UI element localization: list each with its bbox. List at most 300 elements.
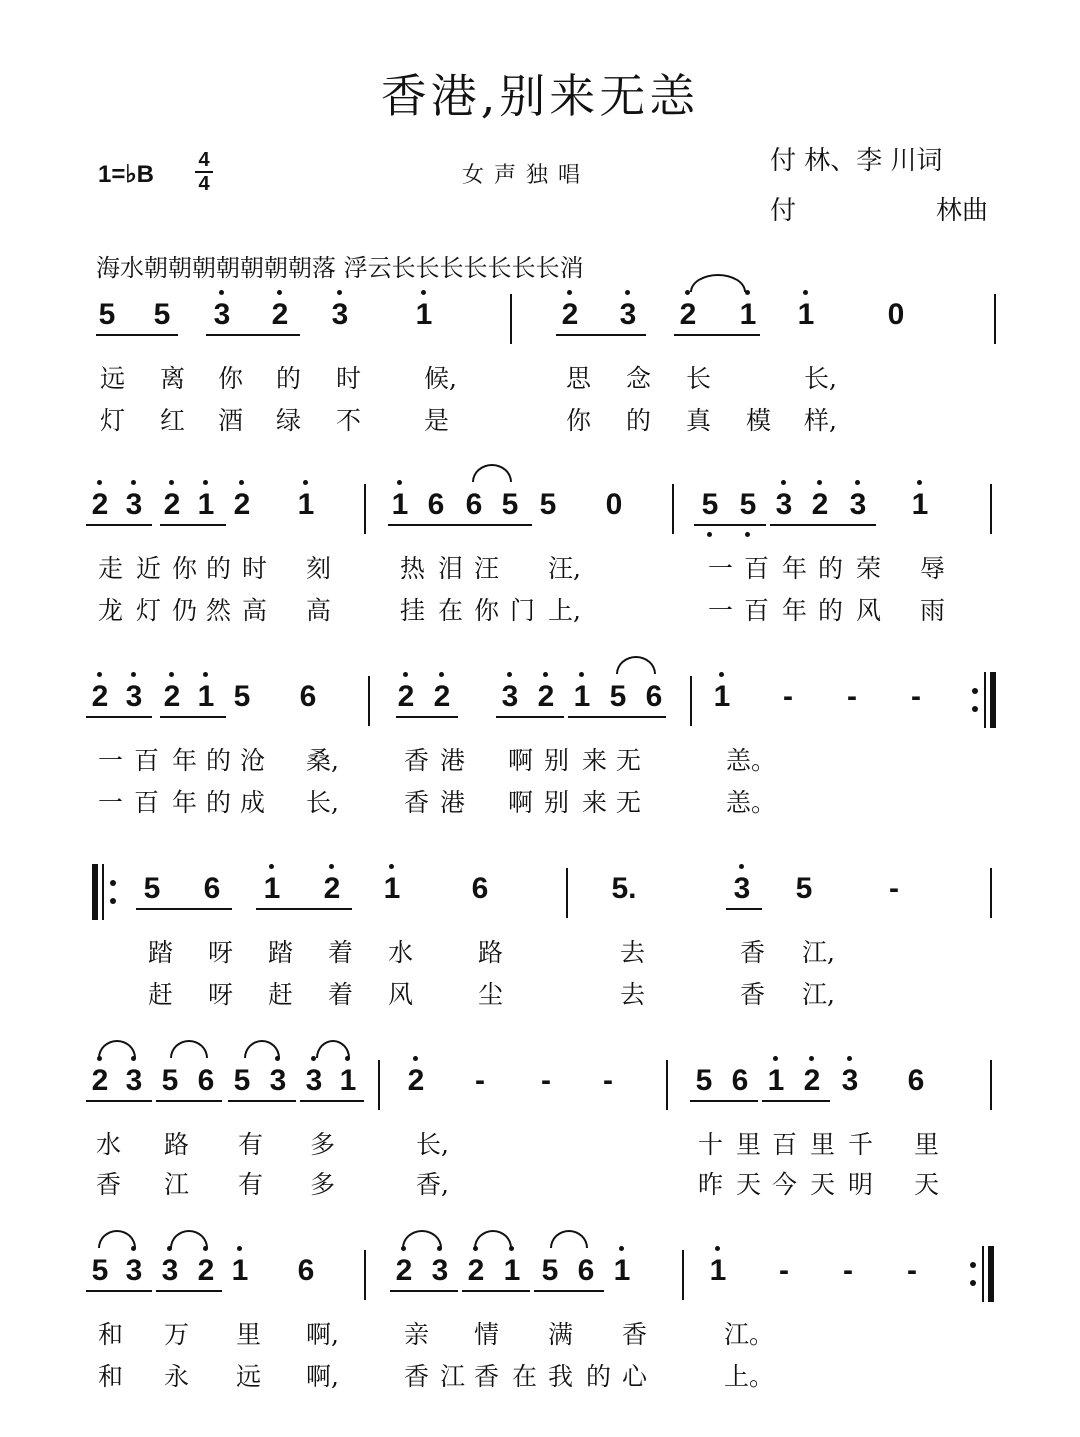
lyric-syllable: 赶	[268, 980, 294, 1009]
note: 1	[383, 872, 401, 905]
octave-dot-high	[421, 290, 426, 295]
lyric-syllable: 十	[698, 1130, 724, 1159]
lyric-syllable: 热	[400, 554, 426, 583]
barline	[566, 868, 568, 918]
slur	[474, 1230, 512, 1248]
lyric-syllable: 在	[512, 1362, 538, 1391]
lyric-syllable: 着	[328, 980, 354, 1009]
key-signature: 1=♭B	[98, 161, 155, 188]
eighth-note-underline	[160, 524, 226, 526]
time-signature	[192, 150, 216, 194]
rest: 0	[887, 298, 905, 331]
lyric-syllable: 有	[238, 1170, 264, 1199]
note: 3	[849, 488, 867, 521]
eighth-note-underline	[86, 524, 152, 526]
lyric-syllable: 念	[626, 364, 652, 393]
note: 1	[767, 1064, 785, 1097]
lyric-syllable: 灯	[136, 596, 162, 625]
lyric-syllable: 仍	[172, 596, 198, 625]
note: 3	[305, 1064, 323, 1097]
lyric-syllable: 年	[172, 746, 198, 775]
lyric-syllable: 香	[404, 1362, 430, 1391]
lyric-syllable: 一	[98, 788, 124, 817]
lyric-syllable: 的	[206, 746, 232, 775]
lyric-syllable: 上,	[548, 596, 581, 625]
octave-dot-high	[389, 864, 394, 869]
note: 1	[297, 488, 315, 521]
lyric-syllable: 江。	[724, 1320, 775, 1349]
note: 6	[645, 680, 663, 713]
octave-dot-high	[847, 1056, 852, 1061]
octave-dot-low	[745, 532, 750, 537]
barline	[990, 484, 992, 534]
eighth-note-underline	[770, 524, 876, 526]
lyric-syllable: 的	[818, 596, 844, 625]
lyric-syllable: 有	[238, 1130, 264, 1159]
slur	[472, 464, 512, 482]
lyric-syllable: 江,	[802, 938, 835, 967]
lyric-syllable: 香,	[416, 1170, 449, 1199]
slur	[690, 274, 746, 292]
eighth-note-underline	[534, 1290, 604, 1292]
time-signature-bottom: 4	[198, 173, 210, 195]
lyric-syllable: 呀	[208, 980, 234, 1009]
eighth-note-underline	[96, 334, 178, 336]
lyric-syllable: 港	[440, 746, 466, 775]
eighth-note-underline	[726, 908, 762, 910]
note: 2	[271, 298, 289, 331]
lyric-syllable: 一	[708, 596, 734, 625]
octave-dot-high	[439, 672, 444, 677]
composer-suffix: 林曲	[935, 196, 988, 226]
lyric-syllable: 今	[772, 1170, 798, 1199]
song-title: 香港,别来无恙	[380, 69, 700, 123]
lyric-syllable: 赶	[148, 980, 174, 1009]
lyric-syllable: 香	[740, 938, 766, 967]
note: 1	[231, 1254, 249, 1287]
note: 1	[713, 680, 731, 713]
note: 1	[197, 488, 215, 521]
barline	[990, 1060, 992, 1110]
octave-dot-high	[413, 1056, 418, 1061]
octave-dot-high	[773, 1056, 778, 1061]
lyric-syllable: 百	[134, 788, 160, 817]
lyric-syllable: 走	[98, 554, 124, 583]
eighth-note-underline	[690, 1100, 758, 1102]
lyric-syllable: 的	[586, 1362, 612, 1391]
eighth-note-underline	[606, 716, 666, 718]
lyric-syllable: 长	[686, 364, 712, 393]
lyric-syllable: 你	[566, 406, 592, 435]
lyric-syllable: 样,	[804, 406, 837, 435]
barline	[990, 868, 992, 918]
lyric-syllable: 万	[164, 1320, 190, 1349]
lyric-syllable: 里	[236, 1320, 262, 1349]
note: 6	[427, 488, 445, 521]
dash-extension: -	[541, 1064, 551, 1097]
repeat-thick-barline	[92, 864, 98, 920]
barline	[690, 676, 692, 726]
lyric-syllable: 雨	[920, 596, 946, 625]
lyric-syllable: 荣	[856, 554, 882, 583]
eighth-note-underline	[674, 334, 760, 336]
octave-dot-high	[269, 864, 274, 869]
lyric-syllable: 思	[566, 364, 592, 393]
lyric-syllable: 香	[404, 746, 430, 775]
eighth-note-underline	[156, 1290, 222, 1292]
note: 3	[733, 872, 751, 905]
slur	[550, 1230, 588, 1248]
note: 3	[125, 680, 143, 713]
repeat-dot	[972, 688, 978, 694]
note: 5	[153, 298, 171, 331]
barline	[682, 1250, 684, 1300]
note: 6	[731, 1064, 749, 1097]
octave-dot-high	[579, 672, 584, 677]
lyric-syllable: 候,	[424, 364, 457, 393]
lyric-syllable: 尘	[478, 980, 504, 1009]
note: 5	[161, 1064, 179, 1097]
repeat-dot	[110, 880, 116, 886]
lyric-syllable: 时	[336, 364, 362, 393]
note: 5	[233, 1064, 251, 1097]
slur	[402, 1230, 442, 1248]
note: 1	[263, 872, 281, 905]
lyric-syllable: 里	[914, 1130, 940, 1159]
eighth-note-underline	[390, 1290, 458, 1292]
note: 5	[609, 680, 627, 713]
octave-dot-high	[337, 290, 342, 295]
repeat-dot	[970, 1280, 976, 1286]
barline	[672, 484, 674, 534]
note: 2	[811, 488, 829, 521]
barline	[364, 1250, 366, 1300]
lyric-syllable: 门	[510, 596, 536, 625]
octave-dot-high	[239, 480, 244, 485]
lyric-syllable: 辱	[920, 554, 946, 583]
lyric-syllable: 风	[856, 596, 882, 625]
eighth-note-underline	[256, 908, 352, 910]
lyric-syllable: 我	[548, 1362, 574, 1391]
octave-dot-high	[809, 1056, 814, 1061]
octave-dot-high	[507, 672, 512, 677]
note: 1	[613, 1254, 631, 1287]
lyric-syllable: 啊,	[306, 1362, 339, 1391]
lyric-syllable: 永	[164, 1362, 190, 1391]
lyric-syllable: 香	[474, 1362, 500, 1391]
lyric-syllable: 绿	[276, 406, 302, 435]
octave-dot-high	[715, 1246, 720, 1251]
lyric-syllable: 来	[582, 788, 608, 817]
dash-extension: -	[843, 1254, 853, 1287]
lyric-syllable: 千	[848, 1130, 874, 1159]
lyric-syllable: 亲	[404, 1320, 430, 1349]
lyric-syllable: 香	[96, 1170, 122, 1199]
repeat-thin-barline	[102, 864, 104, 920]
note: 5	[739, 488, 757, 521]
note: 1	[709, 1254, 727, 1287]
lyric-syllable: 离	[160, 364, 186, 393]
slur	[170, 1230, 208, 1248]
lyric-syllable: 天	[736, 1170, 762, 1199]
lyric-syllable: 踏	[268, 938, 294, 967]
lyric-syllable: 的	[626, 406, 652, 435]
lyric-syllable: 香	[740, 980, 766, 1009]
repeat-dot	[970, 1262, 976, 1268]
note: 2	[679, 298, 697, 331]
lyric-syllable: 江	[164, 1170, 190, 1199]
note: 1	[739, 298, 757, 331]
lyric-syllable: 恙。	[726, 788, 777, 817]
lyric-syllable: 高	[306, 596, 332, 625]
lyric-syllable: 年	[782, 554, 808, 583]
octave-dot-high	[397, 480, 402, 485]
dash-extension: -	[603, 1064, 613, 1097]
octave-dot-high	[219, 290, 224, 295]
octave-dot-high	[625, 290, 630, 295]
lyric-syllable: 百	[744, 554, 770, 583]
lyric-syllable: 百	[744, 596, 770, 625]
lyric-syllable: 踏	[148, 938, 174, 967]
lyric-syllable: 江,	[802, 980, 835, 1009]
note: 3	[125, 488, 143, 521]
repeat-thin-barline	[982, 1246, 984, 1302]
note: 3	[125, 1254, 143, 1287]
lyric-syllable: 昨	[698, 1170, 724, 1199]
note: 2	[233, 488, 251, 521]
lyric-syllable: 啊	[508, 746, 534, 775]
note: 2	[197, 1254, 215, 1287]
lyric-syllable: 桑,	[306, 746, 339, 775]
lyric-syllable: 灯	[100, 406, 126, 435]
note: 5	[541, 1254, 559, 1287]
lyric-syllable: 无	[616, 788, 642, 817]
eighth-note-underline	[496, 716, 564, 718]
note: 2	[537, 680, 555, 713]
note: 6	[203, 872, 221, 905]
octave-dot-high	[97, 672, 102, 677]
lyric-syllable: 是	[424, 406, 450, 435]
octave-dot-high	[203, 480, 208, 485]
lyric-syllable: 恙。	[726, 746, 777, 775]
slur	[616, 656, 656, 674]
note: 3	[213, 298, 231, 331]
octave-dot-high	[329, 864, 334, 869]
eighth-note-underline	[228, 1100, 296, 1102]
intro-lyric: 海水朝朝朝朝朝朝朝落 浮云长长长长长长长消	[96, 254, 584, 282]
lyric-syllable: 港	[440, 788, 466, 817]
octave-dot-high	[131, 672, 136, 677]
note: 2	[91, 1064, 109, 1097]
eighth-note-underline	[206, 334, 300, 336]
lyric-syllable: 来	[582, 746, 608, 775]
lyric-syllable: 泪	[438, 554, 464, 583]
lyric-syllable: 满	[548, 1320, 574, 1349]
lyric-syllable: 水	[96, 1130, 122, 1159]
lyric-syllable: 情	[474, 1320, 500, 1349]
note: 3	[619, 298, 637, 331]
note: 3	[775, 488, 793, 521]
performance-note: 女声独唱	[462, 163, 591, 188]
octave-dot-high	[97, 480, 102, 485]
lyric-syllable: 一	[708, 554, 734, 583]
lyric-syllable: 长,	[416, 1130, 449, 1159]
barline	[364, 484, 366, 534]
eighth-note-underline	[86, 1100, 152, 1102]
note: 1	[415, 298, 433, 331]
note: 2	[163, 488, 181, 521]
eighth-note-underline	[86, 716, 152, 718]
octave-dot-high	[781, 480, 786, 485]
lyric-syllable: 里	[736, 1130, 762, 1159]
lyric-syllable: 一	[98, 746, 124, 775]
lyric-syllable: 水	[388, 938, 414, 967]
note: 3	[841, 1064, 859, 1097]
lyric-syllable: 红	[160, 406, 186, 435]
octave-dot-high	[169, 672, 174, 677]
octave-dot-high	[403, 672, 408, 677]
lyric-syllable: 别	[544, 788, 570, 817]
octave-dot-high	[567, 290, 572, 295]
octave-dot-high	[277, 290, 282, 295]
note: 3	[431, 1254, 449, 1287]
lyric-syllable: 的	[206, 788, 232, 817]
lyric-syllable: 香	[404, 788, 430, 817]
note: 2	[91, 488, 109, 521]
note: 5.	[611, 872, 637, 905]
lyric-syllable: 沧	[240, 746, 266, 775]
note: 2	[803, 1064, 821, 1097]
octave-dot-high	[543, 672, 548, 677]
lyric-syllable: 百	[134, 746, 160, 775]
lyric-syllable: 呀	[208, 938, 234, 967]
octave-dot-high	[719, 672, 724, 677]
barline	[666, 1060, 668, 1110]
repeat-thin-barline	[984, 672, 986, 728]
note: 5	[795, 872, 813, 905]
note: 6	[577, 1254, 595, 1287]
lyric-syllable: 模	[746, 406, 772, 435]
lyric-syllable: 上。	[724, 1362, 775, 1391]
dash-extension: -	[783, 680, 793, 713]
lyric-syllable: 的	[206, 554, 232, 583]
repeat-dot	[110, 898, 116, 904]
lyric-syllable: 的	[818, 554, 844, 583]
barline	[994, 294, 996, 344]
repeat-dot	[972, 706, 978, 712]
note: 1	[573, 680, 591, 713]
eighth-note-underline	[396, 716, 458, 718]
note: 2	[407, 1064, 425, 1097]
lyric-syllable: 风	[388, 980, 414, 1009]
lyric-syllable: 时	[242, 554, 268, 583]
lyric-syllable: 年	[172, 788, 198, 817]
note: 2	[323, 872, 341, 905]
note: 6	[907, 1064, 925, 1097]
lyric-syllable: 你	[218, 364, 244, 393]
eighth-note-underline	[388, 524, 532, 526]
note: 1	[797, 298, 815, 331]
barline	[368, 676, 370, 726]
dash-extension: -	[907, 1254, 917, 1287]
note: 3	[501, 680, 519, 713]
lyric-syllable: 你	[474, 596, 500, 625]
lyric-syllable: 路	[164, 1130, 190, 1159]
lyric-syllable: 无	[616, 746, 642, 775]
note: 2	[467, 1254, 485, 1287]
lyric-syllable: 别	[544, 746, 570, 775]
slur	[98, 1230, 136, 1248]
note: 5	[143, 872, 161, 905]
note: 3	[331, 298, 349, 331]
lyric-syllable: 汪,	[548, 554, 581, 583]
note: 2	[433, 680, 451, 713]
lyric-syllable: 高	[242, 596, 268, 625]
lyric-syllable: 心	[622, 1362, 648, 1391]
note: 5	[695, 1064, 713, 1097]
note: 1	[339, 1064, 357, 1097]
lyric-syllable: 多	[310, 1130, 336, 1159]
octave-dot-high	[817, 480, 822, 485]
note: 1	[391, 488, 409, 521]
slur	[244, 1040, 280, 1058]
time-signature-top: 4	[198, 149, 210, 171]
lyric-syllable: 长,	[306, 788, 339, 817]
dash-extension: -	[889, 872, 899, 905]
lyric-syllable: 不	[336, 406, 362, 435]
note: 6	[297, 1254, 315, 1287]
eighth-note-underline	[300, 1100, 364, 1102]
eighth-note-underline	[462, 1290, 530, 1292]
note: 1	[503, 1254, 521, 1287]
lyric-syllable: 挂	[400, 596, 426, 625]
octave-dot-high	[237, 1246, 242, 1251]
note: 6	[471, 872, 489, 905]
slur	[170, 1040, 208, 1058]
dash-extension: -	[475, 1064, 485, 1097]
octave-dot-high	[803, 290, 808, 295]
lyric-syllable: 酒	[218, 406, 244, 435]
dash-extension: -	[779, 1254, 789, 1287]
octave-dot-high	[131, 480, 136, 485]
note: 5	[98, 298, 116, 331]
lyric-syllable: 啊,	[306, 1320, 339, 1349]
octave-dot-high	[303, 480, 308, 485]
note: 6	[465, 488, 483, 521]
lyric-syllable: 啊	[508, 788, 534, 817]
lyric-syllable: 天	[914, 1170, 940, 1199]
dash-extension: -	[847, 680, 857, 713]
octave-dot-high	[917, 480, 922, 485]
dash-extension: -	[911, 680, 921, 713]
eighth-note-underline	[136, 908, 232, 910]
eighth-note-underline	[86, 1290, 152, 1292]
note: 5	[539, 488, 557, 521]
note: 2	[91, 680, 109, 713]
composer-name: 付	[770, 196, 797, 226]
lyric-syllable: 路	[478, 938, 504, 967]
lyric-syllable: 里	[810, 1130, 836, 1159]
note: 3	[125, 1064, 143, 1097]
lyric-syllable: 香	[622, 1320, 648, 1349]
note: 1	[197, 680, 215, 713]
eighth-note-underline	[160, 716, 226, 718]
lyric-syllable: 去	[620, 938, 646, 967]
note: 1	[911, 488, 929, 521]
lyric-syllable: 龙	[98, 596, 124, 625]
lyric-syllable: 和	[98, 1362, 124, 1391]
lyric-syllable: 的	[276, 364, 302, 393]
